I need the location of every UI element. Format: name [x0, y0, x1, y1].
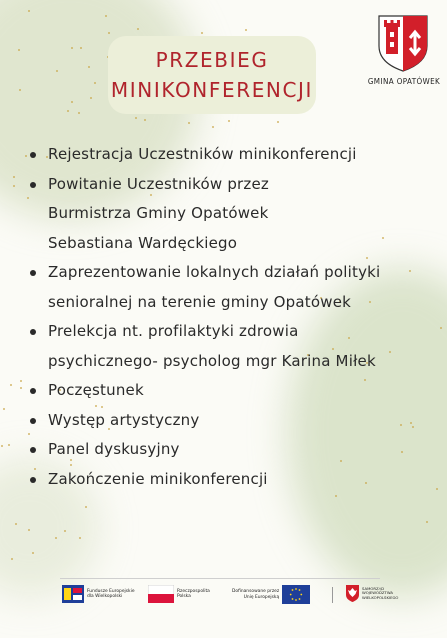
samorzad-label-line: WOJEWÓDZTWA [362, 590, 393, 596]
sparkle-dot [20, 387, 22, 389]
agenda-item [26, 317, 436, 376]
sparkle-dot [135, 117, 137, 119]
fe-logo [62, 585, 135, 603]
logo-separator [332, 587, 333, 603]
sparkle-dot [32, 552, 34, 554]
samorzad-label [362, 587, 398, 601]
sparkle-dot [11, 558, 13, 560]
sparkle-dot [13, 185, 15, 187]
rp-label [177, 589, 210, 600]
sparkle-dot [137, 28, 139, 30]
agenda-item [26, 170, 436, 259]
fe-label [87, 589, 135, 600]
sparkle-dot [85, 506, 87, 508]
agenda-item [26, 140, 436, 170]
sparkle-dot [28, 529, 30, 531]
agenda-item-text: psychicznego- psycholog mgr Karina Miłek [48, 351, 376, 370]
eu-label-line: Unię Europejską [243, 594, 280, 600]
sparkle-dot [10, 384, 12, 386]
sparkle-dot [105, 15, 107, 17]
sparkle-dot [335, 495, 337, 497]
sparkle-dot [1, 445, 3, 447]
sparkle-dot [90, 97, 92, 99]
agenda-list [26, 140, 436, 494]
agenda-item-text: Prelekcja nt. profilaktyki zdrowia [48, 322, 299, 340]
sparkle-dot [212, 126, 214, 128]
sparkle-dot [245, 29, 247, 31]
agenda-item-text: Poczęstunek [48, 381, 144, 399]
sparkle-dot [94, 82, 96, 84]
eu-label-line: Dofinansowane przez [232, 589, 280, 595]
sparkle-dot [20, 380, 22, 382]
rp-label-line: Rzeczpospolita [177, 588, 210, 594]
sparkle-dot [18, 49, 20, 51]
fe-label-line: Fundusze Europejskie [87, 588, 135, 594]
agenda-item-text: Sebastiana Wardęckiego [48, 233, 238, 252]
agenda-item [26, 376, 436, 406]
agenda-item-text: senioralnej na terenie gminy Opatówek [48, 292, 352, 311]
agenda-item-text: Zakończenie minikonferencji [48, 469, 268, 488]
sparkle-dot [80, 47, 82, 49]
sparkle-dot [28, 10, 30, 12]
sparkle-dot [108, 32, 110, 34]
agenda-item [26, 465, 436, 495]
rp-label-line: Polska [177, 594, 191, 599]
sparkle-dot [201, 32, 203, 34]
samorzad-label-line: WIELKOPOLSKIEGO [362, 594, 399, 600]
sparkle-dot [188, 122, 190, 124]
gmina-crest-icon [373, 12, 433, 72]
sparkle-dot [144, 119, 146, 121]
agenda-item [26, 406, 436, 436]
sparkle-dot [3, 408, 5, 410]
eu-flag-icon [282, 585, 310, 604]
sparkle-dot [64, 530, 66, 532]
title-line-2: MINIKONFERENCJI [110, 78, 314, 102]
agenda-item [26, 435, 436, 465]
sparkle-dot [15, 523, 17, 525]
fe-label-line: dla Wielkopolski [87, 594, 123, 599]
samorzad-logo [346, 585, 398, 602]
sparkle-dot [79, 537, 81, 539]
wielkopolska-eagle-icon [346, 585, 359, 602]
agenda-item-text: Zaprezentowanie lokalnych działań polityki [48, 263, 381, 281]
sparkle-dot [19, 89, 21, 91]
agenda-item [26, 258, 436, 317]
sparkle-dot [78, 112, 80, 114]
samorzad-label-line: SAMORZĄD [362, 585, 385, 591]
title-box [108, 36, 316, 114]
sparkle-dot [426, 521, 428, 523]
fe-emblem-icon [62, 585, 84, 603]
sparkle-dot [13, 176, 15, 178]
sparkle-dot [88, 66, 90, 68]
sparkle-dot [71, 101, 73, 103]
agenda-item-text: Burmistrza Gminy Opatówek [48, 204, 269, 222]
title-line-1: PRZEBIEG [155, 48, 269, 72]
rp-logo [148, 585, 210, 603]
agenda-item-text: Powitanie Uczestników przez [48, 174, 269, 193]
sparkle-dot [56, 70, 58, 72]
funding-logos [62, 585, 399, 615]
eu-logo [232, 585, 310, 604]
poland-flag-icon [148, 585, 174, 603]
crest-label: GMINA OPATÓWEK [367, 77, 441, 86]
sparkle-dot [55, 537, 57, 539]
sparkle-dot [8, 444, 10, 446]
eu-label [232, 589, 279, 600]
sparkle-dot [436, 488, 438, 490]
sparkle-dot [277, 121, 279, 123]
sparkle-dot [67, 110, 69, 112]
sparkle-dot [228, 120, 230, 122]
footer-divider [60, 578, 380, 579]
sparkle-dot [440, 327, 442, 329]
sparkle-dot [71, 47, 73, 49]
agenda-item-text: Występ artystyczny [48, 410, 200, 429]
agenda-item-text: Panel dyskusyjny [48, 440, 180, 458]
agenda-item-text: Rejestracja Uczestników minikonferencji [48, 145, 357, 163]
